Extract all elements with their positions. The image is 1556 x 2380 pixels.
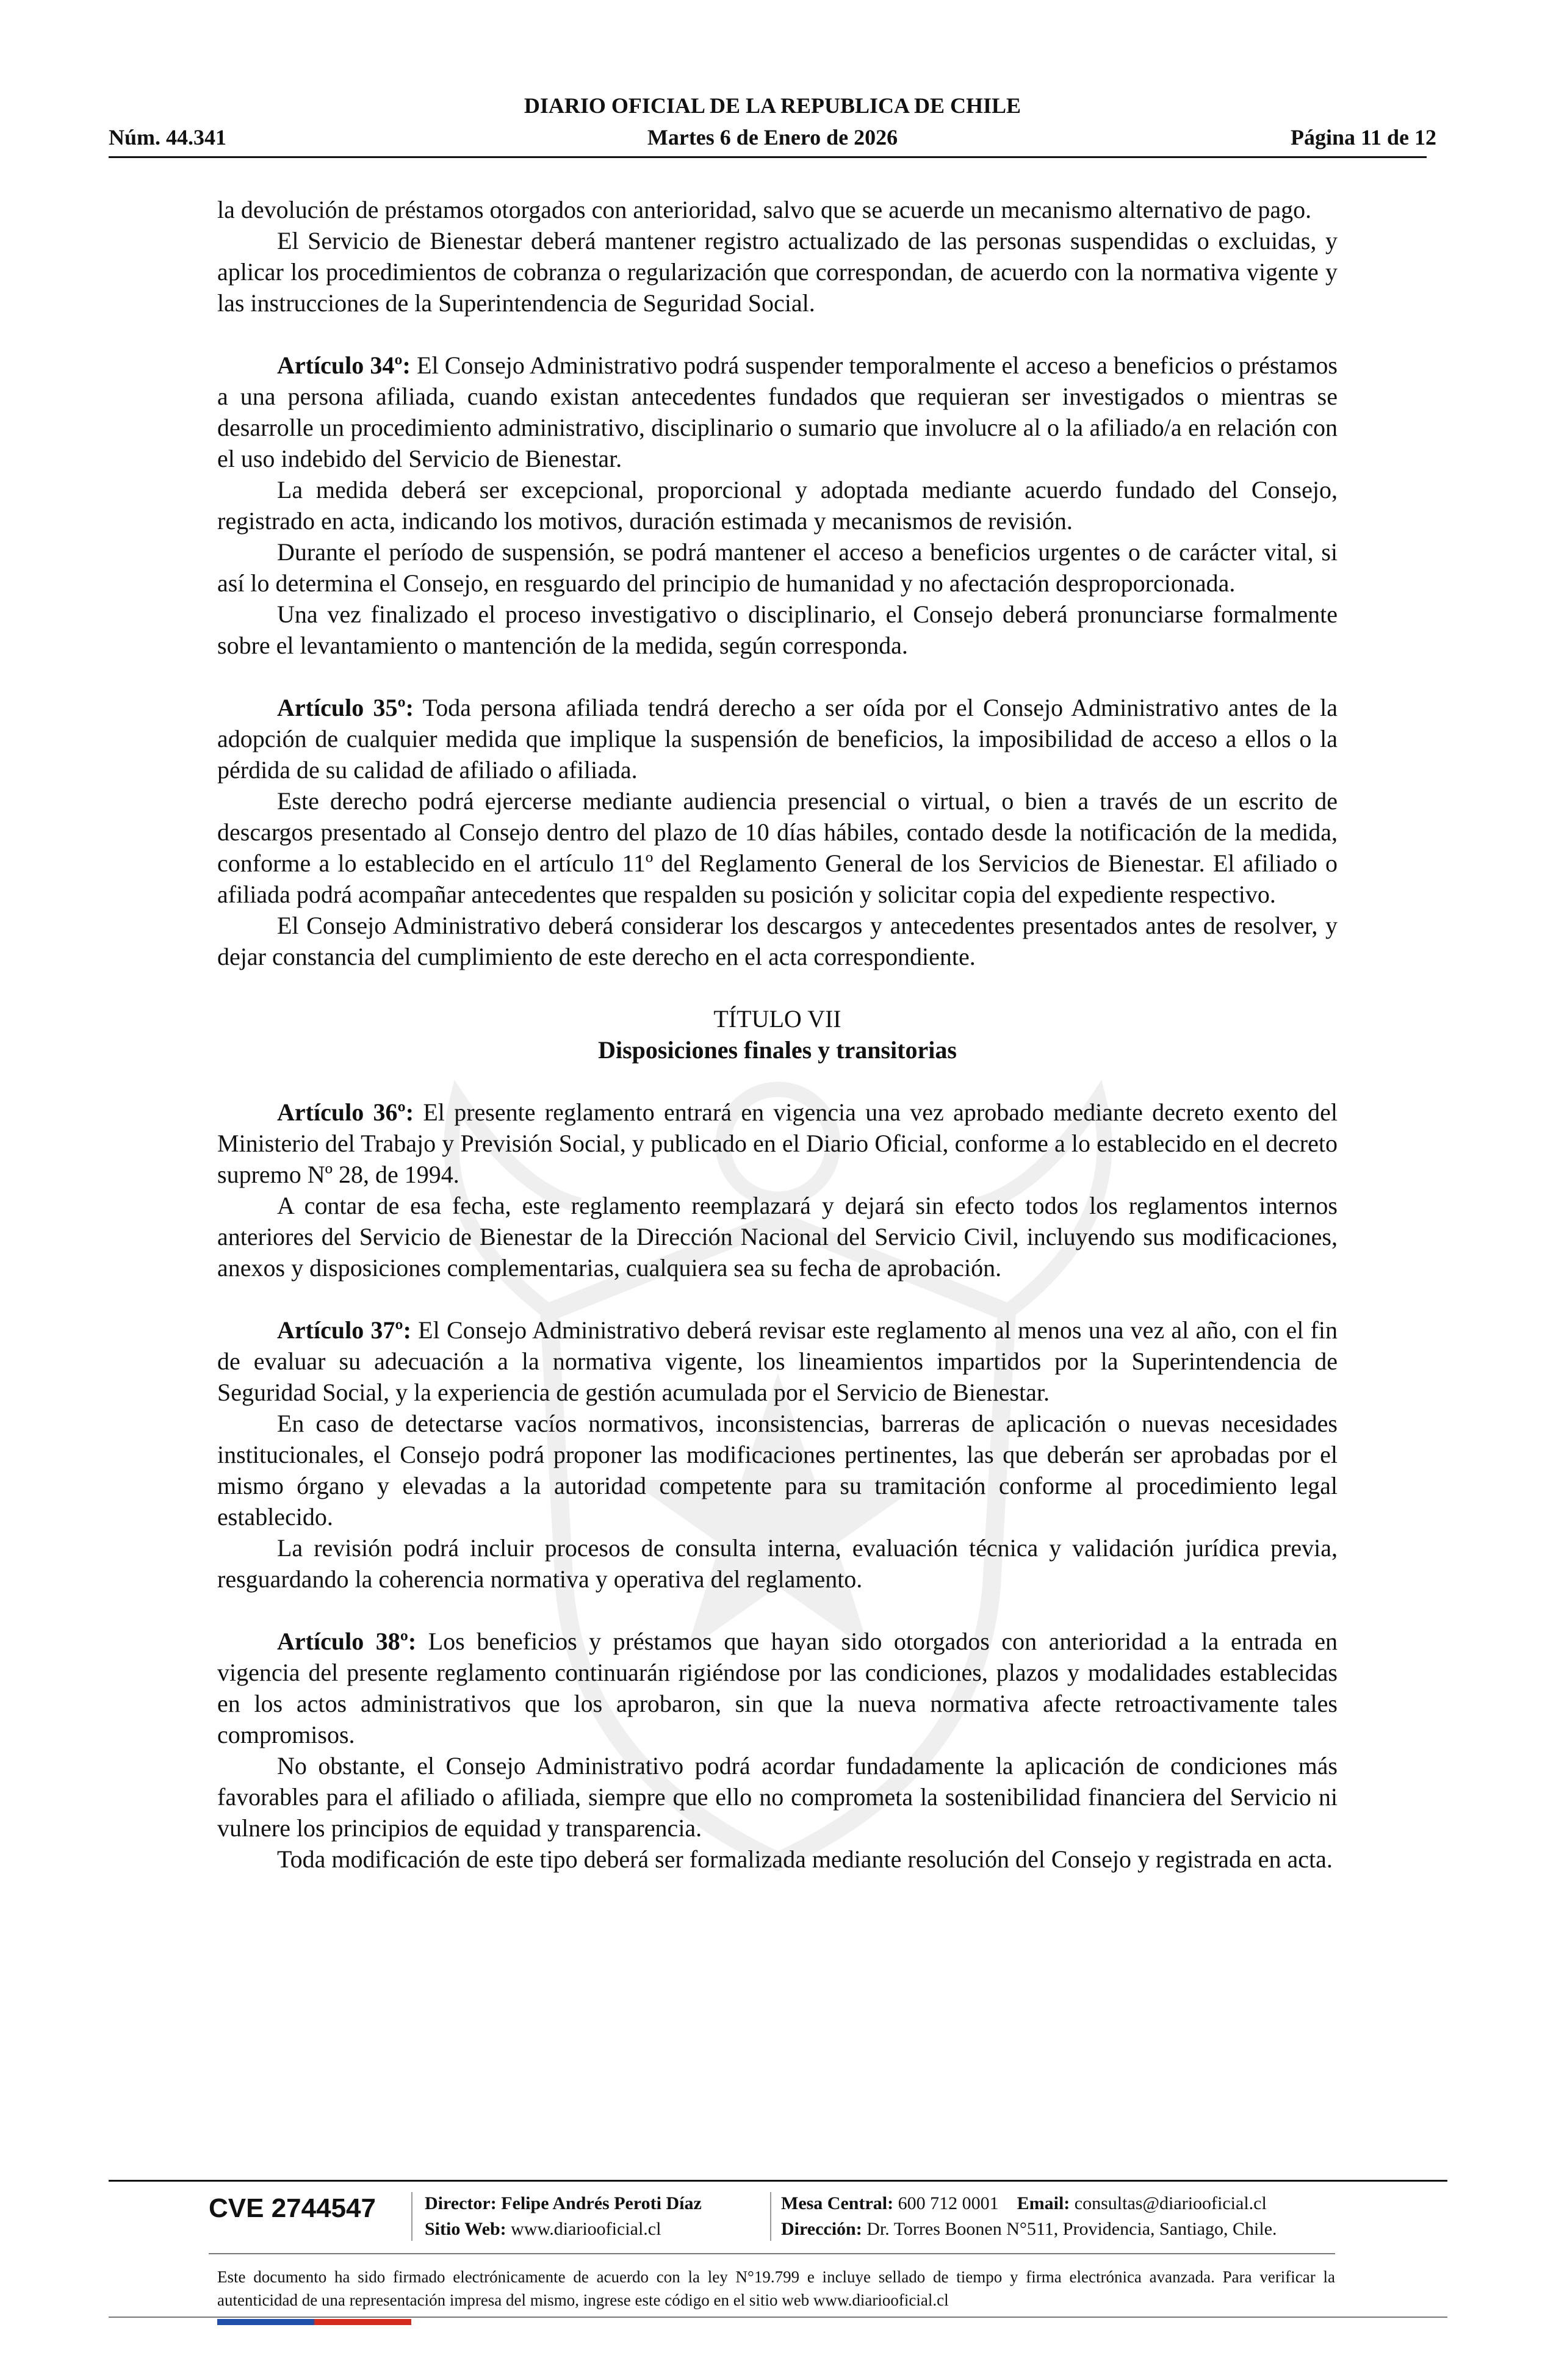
paragraph: La medida deberá ser excepcional, proporcional y adoptada mediante acuerdo fundado del Consejo, registrado en acta, indicando los motivos, duración estimada y mecanismos de revisión. <box>217 476 1338 535</box>
flag-blue-segment <box>217 2319 314 2325</box>
article-37 <box>217 1314 1338 1408</box>
article-38 <box>217 1626 1338 1750</box>
article-label: Artículo 35º: <box>277 694 414 721</box>
cve-code: CVE 2744547 <box>209 2193 376 2223</box>
paragraph: No obstante, el Consejo Administrativo podrá acordar fundadamente la aplicación de condiciones más favorables para el afiliado o afiliada, siempre que ello no comprometa la sostenibilidad financiera del Servicio ni vulnere los principios de equidad y transparencia. <box>217 1752 1338 1842</box>
title-number: TÍTULO VII <box>713 1005 841 1033</box>
footer-separator <box>411 2192 412 2241</box>
issue-date: Martes 6 de Enero de 2026 <box>647 125 898 150</box>
address-text: Dr. Torres Boonen N°511, Providencia, Santiago, Chile. <box>866 2219 1277 2239</box>
mesa-label: Mesa Central: <box>781 2193 894 2213</box>
article-label: Artículo 34º: <box>277 352 411 379</box>
director-name: Felipe Andrés Peroti Díaz <box>501 2193 702 2213</box>
paragraph: Este derecho podrá ejercerse mediante audiencia presencial o virtual, o bien a través de un escrito de descargos presentado al Consejo dentro del plazo de 10 días hábiles, contado desde la notificación de la medida, conforme a lo establecido en el artículo 11º del Reglamento General de los Servicios de Bienestar. El afiliado o afiliada podrá acompañar antecedentes que respalden su posición y solicitar copia del expediente respectivo. <box>217 787 1338 908</box>
site-link[interactable]: www.diariooficial.cl <box>511 2219 661 2239</box>
document-body <box>217 194 1338 1875</box>
footer-divider <box>109 2180 1447 2182</box>
article-text: El Consejo Administrativo podrá suspender temporalmente el acceso a beneficios o préstamos a una persona afiliada, cuando existan antecedentes fundados que requieran ser investigados o mientras se desarrolle un procedimiento administrativo, disciplinario o sumario que involucre al o la afiliado/a en relación con el uso indebido del Servicio de Bienestar. <box>217 352 1338 472</box>
flag-red-segment <box>314 2319 411 2325</box>
article-text: El presente reglamento entrará en vigencia una vez aprobado mediante decreto exento del Ministerio del Trabajo y Previsión Social, y publicado en el Diario Oficial, conforme a lo establecido en el decreto supremo Nº 28, de 1994. <box>217 1098 1338 1188</box>
article-label: Artículo 38º: <box>277 1628 417 1655</box>
paragraph: La revisión podrá incluir procesos de consulta interna, evaluación técnica y validación jurídica previa, resguardando la coherencia normativa y operativa del reglamento. <box>217 1534 1338 1593</box>
paragraph: El Consejo Administrativo deberá considerar los descargos y antecedentes presentados antes de resolver, y dejar constancia del cumplimiento de este derecho en el acta correspondiente. <box>217 912 1338 970</box>
page-header <box>109 93 1436 154</box>
footer-contact-column <box>781 2191 1277 2242</box>
email-link[interactable]: consultas@diariooficial.cl <box>1074 2193 1267 2213</box>
article-36 <box>217 1097 1338 1190</box>
article-text: El Consejo Administrativo deberá revisar este reglamento al menos una vez al año, con el fin de evaluar su adecuación a la normativa vigente, los lineamientos impartidos por la Superintendencia de Seguridad Social, y la experiencia de gestión acumulada por el Servicio de Bienestar. <box>217 1316 1338 1406</box>
paragraph: Durante el período de suspensión, se podrá mantener el acceso a beneficios urgentes o de carácter vital, si así lo determina el Consejo, en resguardo del principio de humanidad y no afectación desproporcionada. <box>217 538 1338 597</box>
issue-number: Núm. 44.341 <box>109 125 227 150</box>
paragraph: Toda modificación de este tipo deberá ser formalizada mediante resolución del Consejo y registrada en acta. <box>277 1845 1333 1873</box>
footer-divider <box>109 2317 1447 2318</box>
site-label: Sitio Web: <box>425 2219 506 2239</box>
title-subtitle: Disposiciones finales y transitorias <box>598 1036 957 1064</box>
article-label: Artículo 37º: <box>277 1316 411 1344</box>
section-title <box>217 1003 1338 1066</box>
flag-color-bar <box>217 2319 411 2325</box>
article-34 <box>217 350 1338 474</box>
mesa-phone: 600 712 0001 <box>898 2193 999 2213</box>
director-label: Director: <box>425 2193 497 2213</box>
paragraph: A contar de esa fecha, este reglamento reemplazará y dejará sin efecto todos los reglamentos internos anteriores del Servicio de Bienestar de la Dirección Nacional del Servicio Civil, incluyendo sus modificaciones, anexos y disposiciones complementarias, cualquiera sea su fecha de aprobación. <box>217 1192 1338 1282</box>
email-label: Email: <box>1017 2193 1070 2213</box>
legal-notice: Este documento ha sido firmado electrónicamente de acuerdo con la ley N°19.799 e incluye sellado de tiempo y firma electrónica avanzada. Para verificar la autenticidad de una representación impresa del mismo, ingrese este código en el sitio web www.diariooficial.cl <box>217 2268 1335 2309</box>
footer-divider <box>209 2253 1335 2254</box>
article-35 <box>217 692 1338 785</box>
paragraph: la devolución de préstamos otorgados con anterioridad, salvo que se acuerde un mecanismo alternativo de pago. <box>217 196 1312 223</box>
article-text: Toda persona afiliada tendrá derecho a ser oída por el Consejo Administrativo antes de la adopción de cualquier medida que implique la suspensión de beneficios, la imposibilidad de acceso a ellos o la pérdida de su calidad de afiliado o afiliada. <box>217 694 1338 784</box>
article-label: Artículo 36º: <box>277 1098 414 1126</box>
footer-separator <box>770 2192 771 2241</box>
article-text: Los beneficios y préstamos que hayan sido otorgados con anterioridad a la entrada en vigencia del presente reglamento continuarán rigiéndose por las condiciones, plazos y modalidades establecidas en los actos administrativos que los aprobaron, sin que la nueva normativa afecte retroactivamente tales compromisos. <box>217 1628 1338 1748</box>
paragraph: Una vez finalizado el proceso investigativo o disciplinario, el Consejo deberá pronunciarse formalmente sobre el levantamiento o mantención de la medida, según corresponda. <box>217 600 1338 659</box>
footer-director-column <box>425 2191 702 2242</box>
paragraph: El Servicio de Bienestar deberá mantener registro actualizado de las personas suspendidas o excluidas, y aplicar los procedimientos de cobranza o regularización que correspondan, de acuerdo con la normativa vigente y las instrucciones de la Superintendencia de Seguridad Social. <box>217 227 1338 317</box>
paragraph: En caso de detectarse vacíos normativos, inconsistencias, barreras de aplicación o nuevas necesidades institucionales, el Consejo podrá proponer las modificaciones pertinentes, las que deberán ser aprobadas por el mismo órgano y elevadas a la autoridad competente para su tramitación conforme al procedimiento legal establecido. <box>217 1410 1338 1531</box>
address-label: Dirección: <box>781 2219 862 2239</box>
header-divider <box>109 156 1427 158</box>
page-indicator: Página 11 de 12 <box>1290 125 1436 150</box>
publication-title: DIARIO OFICIAL DE LA REPUBLICA DE CHILE <box>524 93 1021 118</box>
